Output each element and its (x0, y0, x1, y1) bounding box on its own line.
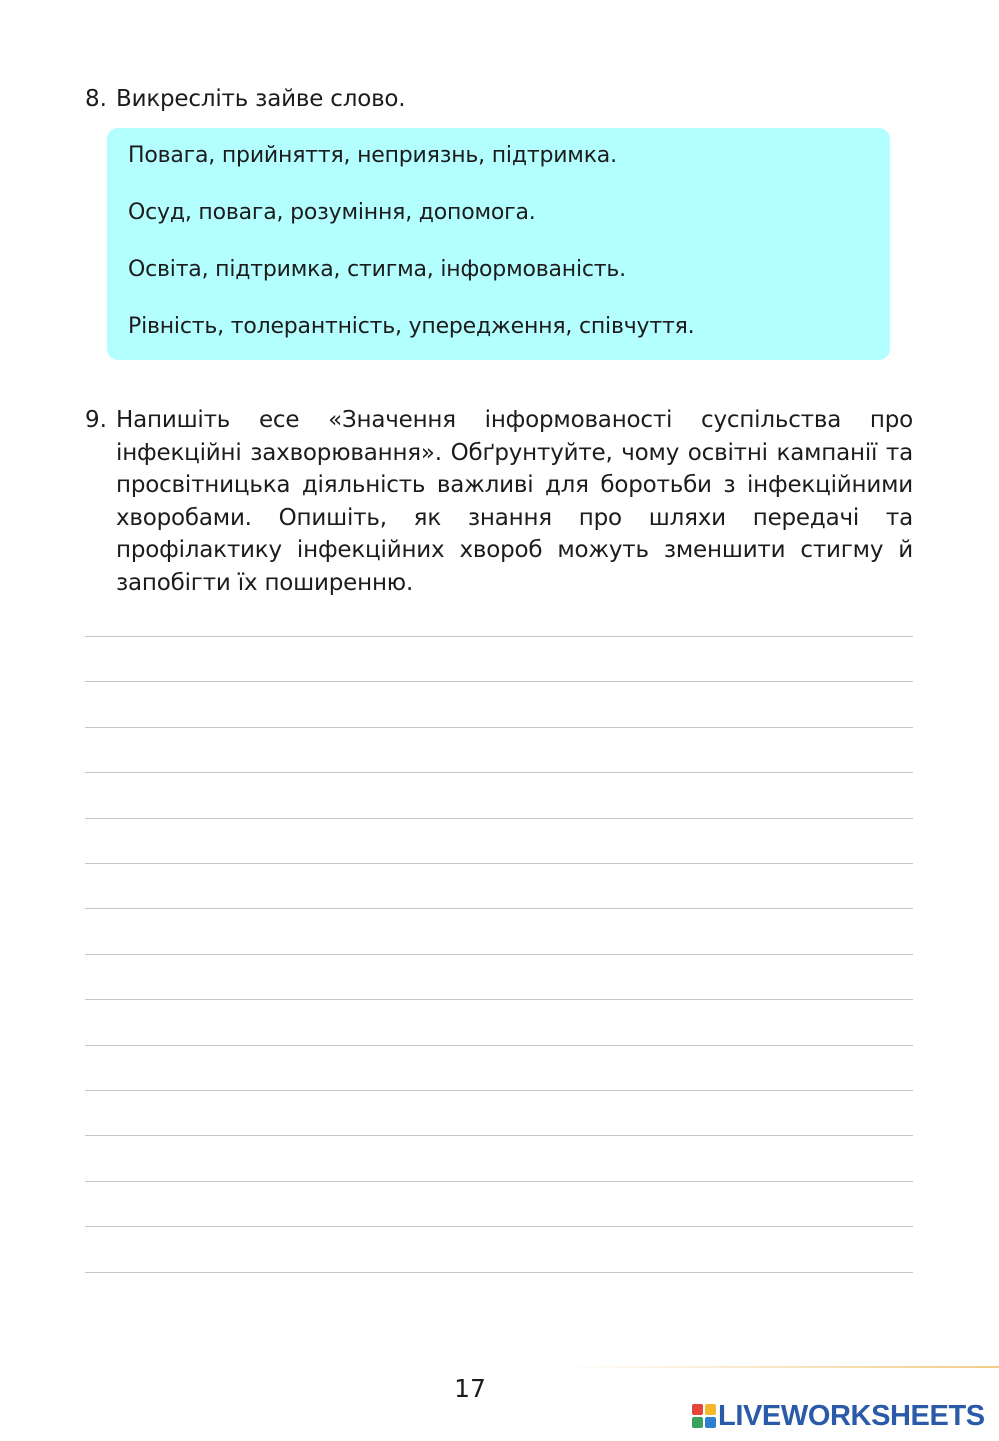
answer-line[interactable] (85, 818, 913, 819)
task-prompt: Викресліть зайве слово. (116, 86, 406, 112)
liveworksheets-logo-icon (692, 1404, 716, 1428)
answer-line[interactable] (85, 1181, 913, 1182)
logo-tile (705, 1417, 716, 1428)
word-group-1[interactable]: Повага, прийняття, неприязнь, підтримка. (128, 143, 617, 168)
logo-tile (692, 1404, 703, 1415)
answer-line[interactable] (85, 908, 913, 909)
task-9 (85, 404, 913, 600)
answer-line[interactable] (85, 1272, 913, 1273)
word-group-3[interactable]: Освіта, підтримка, стигма, інформованість. (128, 257, 626, 282)
answer-line[interactable] (85, 954, 913, 955)
word-group-4[interactable]: Рівність, толерантність, упередження, співчуття. (128, 314, 695, 339)
task-8 (85, 83, 913, 116)
answer-line[interactable] (85, 1045, 913, 1046)
word-groups-box (107, 128, 890, 360)
logo-tile (705, 1404, 716, 1415)
logo-tile (692, 1417, 703, 1428)
answer-line[interactable] (85, 863, 913, 864)
answer-line[interactable] (85, 727, 913, 728)
task-prompt: Напишіть есе «Значення інформованості суспільства про інфекційні захворювання». Обґрунтуйте, чому освітні кампанії та просвітницька діяльність важливі для боротьби з інфекційними хворобами. Опишіть, як знання про шляхи передачі та профілактику інфекційних хвороб можуть зменшити стигму й запобігти їх поширенню. (116, 407, 913, 596)
answer-line[interactable] (85, 681, 913, 682)
task-number: 9. (85, 407, 107, 433)
answer-line[interactable] (85, 636, 913, 637)
task-number: 8. (85, 86, 107, 112)
footer-divider (560, 1366, 999, 1368)
answer-line[interactable] (85, 1090, 913, 1091)
answer-line[interactable] (85, 1226, 913, 1227)
answer-line[interactable] (85, 772, 913, 773)
answer-line[interactable] (85, 1135, 913, 1136)
brand-watermark (692, 1400, 985, 1432)
page-number: 17 (454, 1374, 486, 1403)
answer-line[interactable] (85, 999, 913, 1000)
word-group-2[interactable]: Осуд, повага, розуміння, допомога. (128, 200, 536, 225)
brand-name: LIVEWORKSHEETS (718, 1400, 985, 1432)
